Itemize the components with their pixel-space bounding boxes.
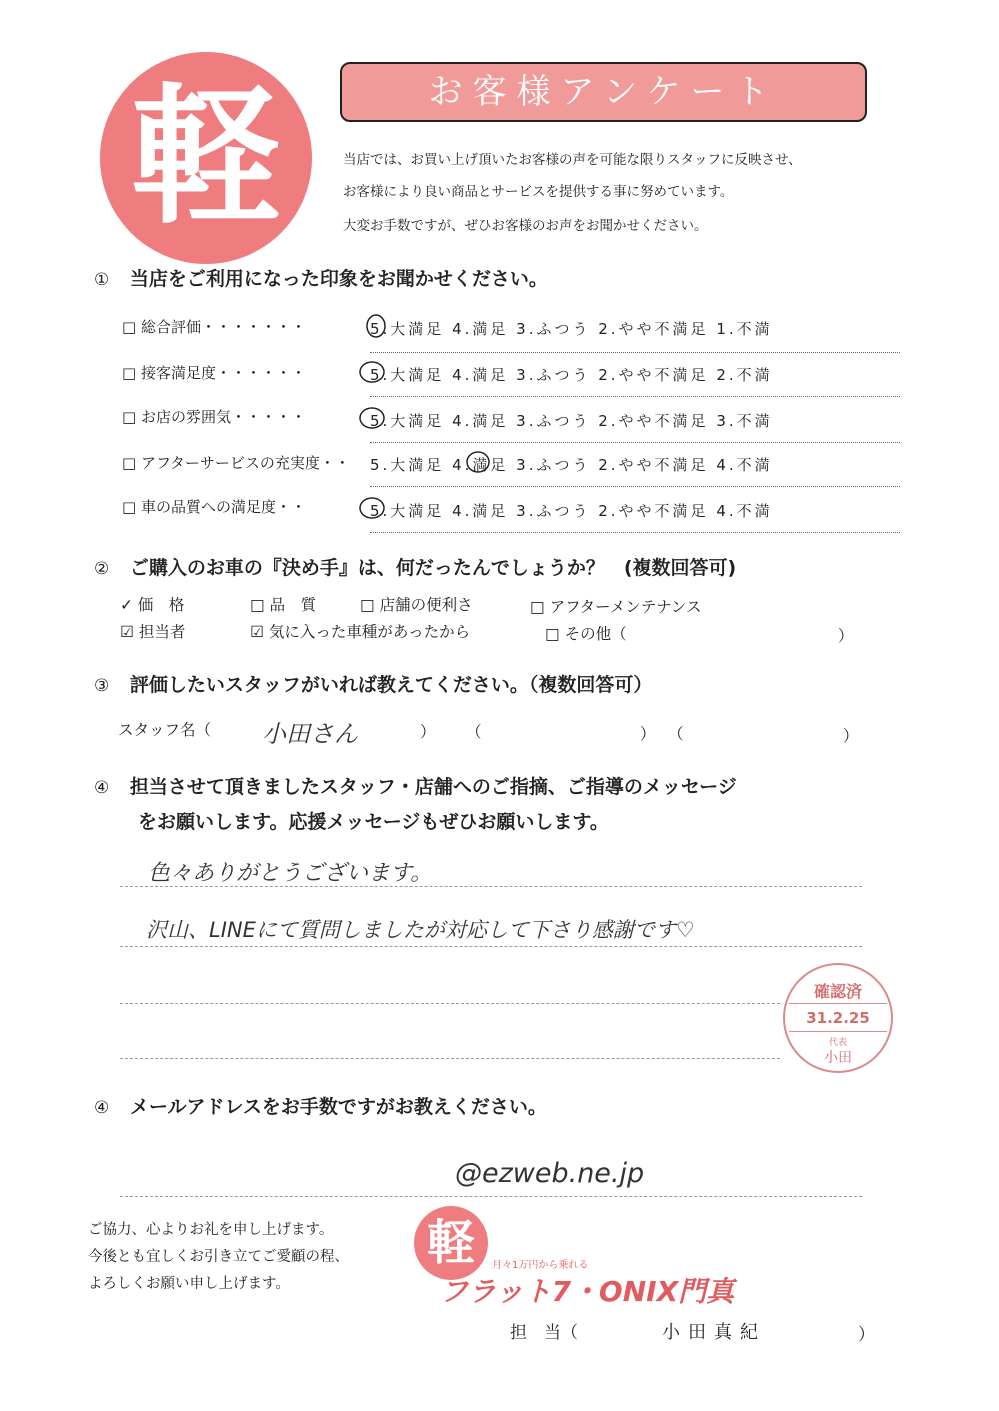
other-paren-close: ） — [838, 627, 854, 645]
answer-line — [120, 1003, 780, 1004]
q2-number: ② — [94, 559, 110, 579]
divider — [370, 486, 900, 487]
selection-circle — [462, 448, 496, 478]
stamp-small: 代表 — [828, 1038, 847, 1048]
q3-heading — [94, 670, 652, 697]
footer-logo-glyph: 軽 — [426, 1215, 475, 1271]
checkbox-maintenance[interactable]: □ アフターメンテナンス — [530, 598, 702, 616]
staff-paren-close-1: ） — [420, 723, 436, 741]
q5-heading-text: メールアドレスをお手数ですがお教えください。 — [129, 1096, 547, 1118]
answer-line — [120, 886, 862, 887]
staff-paren-close-3: ） — [843, 727, 859, 745]
q1-number: ① — [94, 270, 110, 290]
stamp-top: 確認済 — [813, 982, 862, 1001]
divider — [370, 532, 900, 533]
representative-name: 小田真紀 — [662, 1322, 766, 1343]
q3-heading-text: 評価したいスタッフがいれば教えてください。（複数回答可） — [129, 674, 653, 696]
stamp-date: 31.2.25 — [806, 1009, 870, 1027]
selection-circle — [364, 312, 394, 342]
q1-row-aftercare-label: □ アフターサービスの充実度・・ — [122, 454, 350, 472]
message-line-2[interactable]: 沢山、LINEにて質問しましたが対応して下さり感謝です♡ — [146, 918, 695, 942]
q5-number: ④ — [94, 1098, 110, 1118]
selection-circle — [354, 358, 388, 388]
checkbox-convenience[interactable]: □ 店舗の便利さ — [360, 596, 473, 614]
divider — [370, 442, 900, 443]
confirmation-stamp — [783, 963, 893, 1073]
representative-label: 担 当（ — [510, 1323, 578, 1343]
survey-title-banner — [340, 62, 867, 122]
message-line-1[interactable]: 色々ありがとうございます。 — [148, 861, 433, 886]
q1-row-quality-label: □ 車の品質への満足度・・ — [122, 498, 306, 516]
answer-line — [120, 1058, 780, 1059]
footer-line-2: 今後とも宜しくお引き立てご愛顧の程、 — [88, 1249, 349, 1265]
footer-logo-circle — [414, 1206, 488, 1280]
q1-row-atmosphere-options[interactable]: 5.大満足 4.満足 3.ふつう 2.やや不満足 3.不満 — [370, 412, 773, 430]
answer-line — [120, 1196, 862, 1197]
staff-paren-open-2: （ — [466, 723, 482, 741]
q4-heading — [94, 772, 737, 799]
staff-name-label: スタッフ名（ — [118, 721, 212, 739]
checkbox-other[interactable]: □ その他（ — [545, 625, 627, 643]
q1-row-service-label: □ 接客満足度・・・・・・ — [122, 364, 306, 382]
q1-heading — [94, 264, 548, 291]
q4-heading-text-1: 担当させて頂きましたスタッフ・店舗へのご指摘、ご指導のメッセージ — [129, 776, 737, 798]
staff-name-1[interactable]: 小田さん — [262, 720, 358, 748]
q4-heading-text-2: をお願いします。応援メッセージもぜひお願いします。 — [138, 811, 609, 833]
intro-line-2: お客様により良い商品とサービスを提供する事に努めています。 — [343, 184, 734, 200]
checkbox-staff[interactable]: ☑ 担当者 — [120, 623, 186, 641]
q5-heading — [94, 1092, 547, 1119]
staff-paren-open-3: （ — [668, 725, 684, 743]
q1-row-service-options[interactable]: 5.大満足 4.満足 3.ふつう 2.やや不満足 2.不満 — [370, 366, 773, 384]
brand-tagline: 月々1万円から乗れる — [492, 1260, 589, 1271]
q1-row-overall-options[interactable]: 5.大満足 4.満足 3.ふつう 2.やや不満足 1.不満 — [370, 320, 773, 338]
selection-circle — [354, 404, 388, 434]
intro-line-1: 当店では、お買い上げ頂いたお客様の声を可能な限りスタッフに反映させ、 — [343, 152, 802, 168]
q2-heading-text: ご購入のお車の『決め手』は、何だったんでしょうか？ (複数回答可) — [129, 557, 737, 579]
q2-heading — [94, 553, 736, 580]
checkbox-quality[interactable]: □ 品 質 — [250, 596, 317, 614]
q1-heading-text: 当店をご利用になった印象をお聞かせください。 — [129, 268, 548, 290]
q1-row-overall-label: □ 総合評価・・・・・・・ — [122, 318, 306, 336]
shop-logo-circle — [100, 52, 312, 264]
q4-number: ④ — [94, 778, 110, 798]
checkbox-favorite-model[interactable]: ☑ 気に入った車種があったから — [250, 623, 471, 641]
page-title: お客様アンケート — [428, 72, 779, 112]
divider — [370, 396, 900, 397]
answer-line — [120, 946, 862, 947]
q3-number: ③ — [94, 676, 110, 696]
footer-line-1: ご協力、心よりお礼を申し上げます。 — [88, 1222, 334, 1238]
q1-row-quality-options[interactable]: 5.大満足 4.満足 3.ふつう 2.やや不満足 4.不満 — [370, 502, 773, 520]
stamp-divider — [789, 1003, 887, 1004]
selection-circle — [354, 494, 388, 524]
q1-row-atmosphere-label: □ お店の雰囲気・・・・・ — [122, 408, 306, 426]
email-field[interactable]: @ezweb.ne.jp — [455, 1158, 645, 1189]
intro-line-3: 大変お手数ですが、ぜひお客様のお声をお聞かせください。 — [343, 218, 708, 234]
checkbox-price[interactable]: ✓ 価 格 — [120, 596, 185, 614]
logo-glyph: 軽 — [130, 71, 281, 245]
footer-line-3: よろしくお願い申し上げます。 — [88, 1276, 290, 1292]
stamp-divider — [789, 1031, 887, 1032]
brand-name: フラット7・ONIX門真 — [440, 1275, 735, 1308]
representative-paren-close: ） — [858, 1325, 875, 1345]
divider — [370, 352, 900, 353]
q1-row-aftercare-options[interactable]: 5.大満足 4.満足 3.ふつう 2.やや不満足 4.不満 — [370, 456, 773, 474]
stamp-name: 小田 — [824, 1050, 852, 1066]
staff-paren-close-2: ） — [640, 725, 656, 743]
